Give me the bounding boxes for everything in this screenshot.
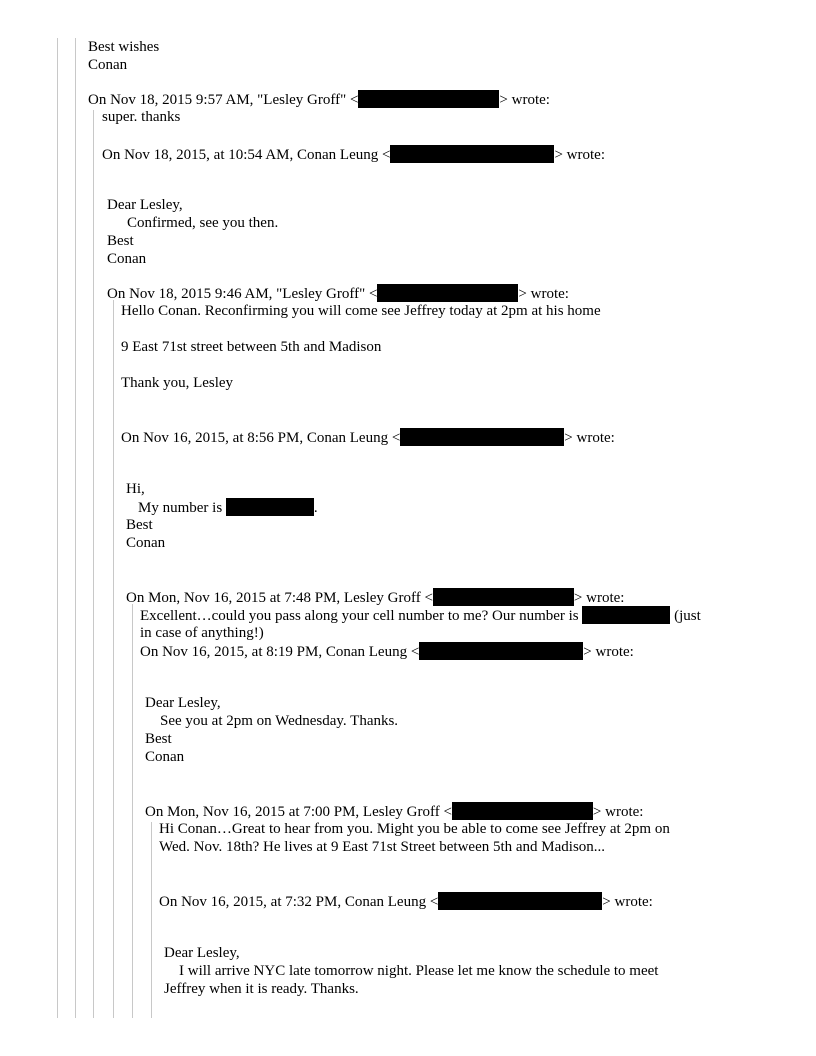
message-body: in case of anything!) [140,625,264,641]
message-body: See you at 2pm on Wednesday. Thanks. [160,713,399,729]
message-greeting: Dear Lesley, [164,945,240,961]
message-closing: Best [107,233,134,249]
quote-header: On Mon, Nov 16, 2015 at 7:00 PM, Lesley Groff < > wrote: [145,804,644,820]
message-body: Confirmed, see you then. [127,215,279,231]
message-body: My number is . [138,500,318,516]
message-greeting: Dear Lesley, [107,197,183,213]
quote-bar [151,822,152,1018]
message-body: Hello Conan. Reconfirming you will come see Jeffrey today at 2pm at his home [121,303,601,319]
redacted-email [400,428,564,446]
quote-header: On Nov 16, 2015, at 8:19 PM, Conan Leung < > wrote: [140,644,634,660]
redacted-phone [582,606,670,624]
message-body: Excellent…could you pass along your cell number to me? Our number is (just [140,608,701,624]
redacted-email [433,588,574,606]
quote-bar [75,38,76,1018]
message-body: super. thanks [102,109,181,125]
redacted-phone [226,498,314,516]
quote-header: On Nov 16, 2015, at 7:32 PM, Conan Leung < > wrote: [159,894,653,910]
message-signature: Conan [145,749,185,765]
message-body: 9 East 71st street between 5th and Madison [121,339,382,355]
message-signature: Conan [107,251,147,267]
quote-bar [132,604,133,1018]
message-body: Jeffrey when it is ready. Thanks. [164,981,359,997]
quote-header: On Nov 16, 2015, at 8:56 PM, Conan Leung < > wrote: [121,430,615,446]
message-closing: Best [145,731,172,747]
quote-header: On Mon, Nov 16, 2015 at 7:48 PM, Lesley Groff < > wrote: [126,590,625,606]
redacted-email [438,892,602,910]
message-body: Thank you, Lesley [121,375,234,391]
quote-header: On Nov 18, 2015 9:46 AM, "Lesley Groff" < > wrote: [107,286,569,302]
message-signature: Conan [126,535,166,551]
quote-header: On Nov 18, 2015, at 10:54 AM, Conan Leung < > wrote: [102,147,605,163]
quote-header: On Nov 18, 2015 9:57 AM, "Lesley Groff" < > wrote: [88,92,550,108]
message-greeting: Hi, [126,481,145,497]
message-greeting: Dear Lesley, [145,695,221,711]
redacted-email [419,642,583,660]
quote-bar [113,300,114,1018]
message-body: Hi Conan…Great to hear from you. Might you be able to come see Jeffrey at 2pm on [159,821,670,837]
message-body: I will arrive NYC late tomorrow night. Please let me know the schedule to meet [179,963,659,979]
redacted-email [390,145,554,163]
message-body: Wed. Nov. 18th? He lives at 9 East 71st Street between 5th and Madison... [159,839,606,855]
signoff-greeting: Best wishes [88,39,160,55]
signoff-name: Conan [88,57,128,73]
quote-bar [57,38,58,1018]
message-closing: Best [126,517,153,533]
redacted-email [452,802,593,820]
redacted-email [358,90,499,108]
redacted-email [377,284,518,302]
quote-bar [93,110,94,1018]
